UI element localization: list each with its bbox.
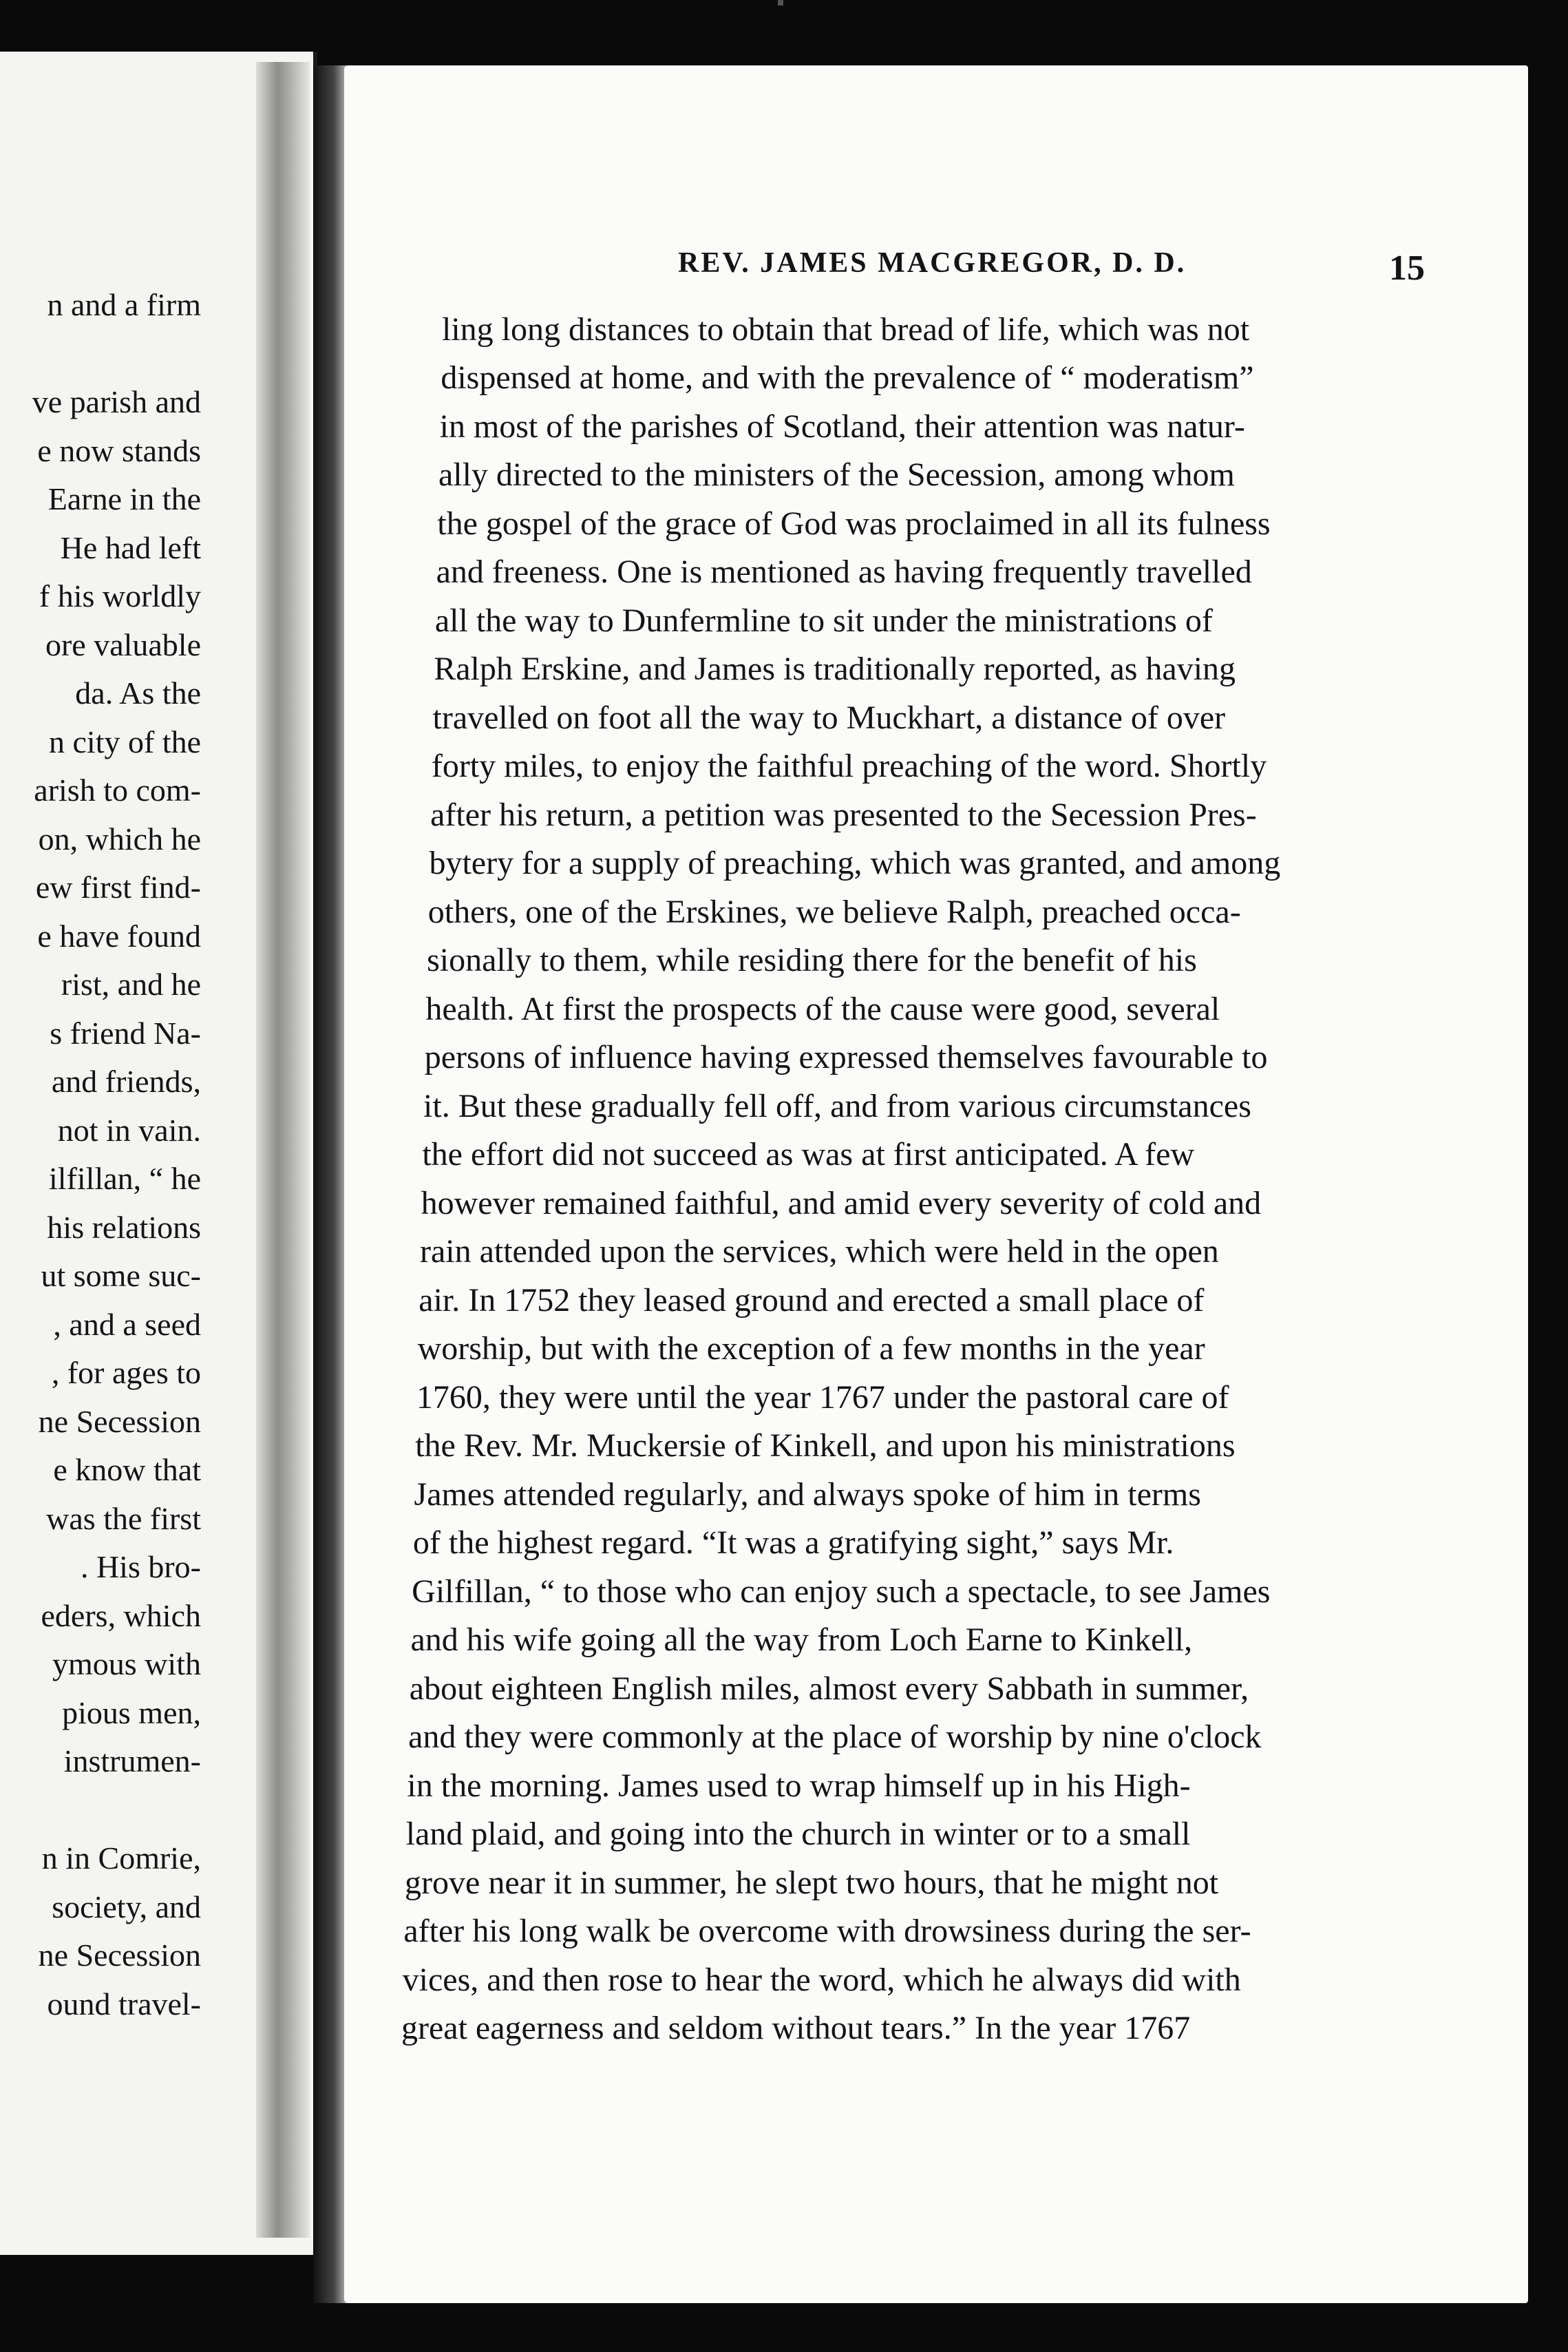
body-line: about eighteen English miles, almost every Sabbath in summer, — [409, 1670, 1249, 1707]
body-line: health. At first the prospects of the cause were good, several — [425, 990, 1220, 1027]
book-gutter — [256, 62, 310, 2238]
left-page-line: on, which he — [38, 821, 201, 857]
body-line: it. But these gradually fell off, and from various circumstances — [423, 1087, 1251, 1124]
body-line: in most of the parishes of Scotland, their attention was natur- — [439, 408, 1245, 445]
left-page-line: ore valuable — [45, 627, 201, 662]
left-page-line: society, and — [52, 1889, 201, 1924]
body-line: rain attended upon the services, which were held in the open — [419, 1233, 1219, 1270]
left-page-line: . His bro- — [80, 1549, 201, 1584]
body-line: in the morning. James used to wrap himself up in his High- — [407, 1767, 1191, 1804]
body-line: land plaid, and going into the church in winter or to a small — [405, 1816, 1191, 1853]
left-page-line: ilfillan, “ he — [49, 1161, 201, 1196]
left-page-line: e know that — [53, 1452, 201, 1487]
left-page-line: n in Comrie, — [41, 1840, 201, 1876]
body-line: bytery for a supply of preaching, which was granted, and among — [429, 845, 1281, 882]
body-line: all the way to Dunfermline to sit under the ministrations of — [434, 602, 1213, 639]
body-line: James attended regularly, and always spoke of him in terms — [414, 1476, 1201, 1513]
left-page-line: n and a firm — [47, 287, 201, 322]
body-line: great eagerness and seldom without tears.” In the year 1767 — [401, 2010, 1191, 2046]
left-page-line: not in vain. — [57, 1112, 201, 1148]
body-line: after his long walk be overcome with drowsiness during the ser- — [403, 1913, 1251, 1950]
left-page-line: pious men, — [62, 1694, 201, 1730]
body-line: ling long distances to obtain that bread of life, which was not — [442, 311, 1250, 348]
body-line: and they were commonly at the place of worship by nine o'clock — [408, 1719, 1262, 1756]
left-page-line: e now stands — [37, 432, 201, 468]
body-line: Ralph Erskine, and James is traditionally reported, as having — [434, 651, 1236, 688]
body-line: vices, and then rose to hear the word, which he always did with — [402, 1961, 1241, 1998]
body-line: of the highest regard. “It was a gratifying sight,” says Mr. — [412, 1524, 1174, 1562]
left-page-line: instrumen- — [63, 1743, 201, 1778]
left-page-line: ve parish and — [32, 384, 201, 419]
left-page-line: , for ages to — [51, 1355, 201, 1390]
left-page-line: e have found — [37, 918, 201, 954]
body-line: 1760, they were until the year 1767 under the pastoral care of — [416, 1378, 1229, 1416]
body-line: Gilfillan, “ to those who can enjoy such a spectacle, to see James — [412, 1573, 1271, 1610]
left-page-line: Earne in the — [47, 481, 201, 516]
left-page-line: f his worldly — [39, 578, 201, 613]
body-line: and his wife going all the way from Loch Earne to Kinkell, — [410, 1621, 1193, 1659]
page-number: 15 — [1389, 249, 1425, 288]
body-line: worship, but with the exception of a few months in the year — [417, 1330, 1205, 1367]
left-page-line: n city of the — [49, 724, 201, 759]
body-line: others, one of the Erskines, we believe Ralph, preached occa- — [427, 893, 1241, 930]
left-page-line: ut some suc- — [41, 1258, 201, 1293]
left-page-line: ound travel- — [47, 1986, 201, 2022]
body-line: forty miles, to enjoy the faithful preaching of the word. Shortly — [431, 748, 1267, 785]
left-page-line: arish to com- — [34, 773, 201, 808]
left-page-line: da. As the — [75, 675, 201, 711]
left-page-line: He had left — [60, 529, 201, 565]
left-page-line: s friend Na- — [50, 1015, 201, 1051]
left-page-line: rist, and he — [61, 967, 201, 1002]
left-page-line: ew first find- — [35, 870, 201, 905]
body-line: grove near it in summer, he slept two hours, that he might not — [405, 1864, 1219, 1901]
scan-speck — [778, 0, 783, 6]
left-page-line: eders, which — [41, 1597, 201, 1633]
body-line: ally directed to the ministers of the Secession, among whom — [438, 456, 1235, 494]
left-page-line: ymous with — [52, 1646, 201, 1681]
body-line: however remained faithful, and amid every severity of cold and — [421, 1184, 1262, 1221]
left-page-line: his relations — [47, 1209, 201, 1245]
left-page-line: was the first — [46, 1500, 201, 1536]
left-page-line: , and a seed — [53, 1306, 201, 1342]
left-page-line: and friends, — [51, 1064, 201, 1099]
body-line: the gospel of the grace of God was proclaimed in all its fulness — [437, 505, 1271, 542]
body-line: dispensed at home, and with the prevalence of “ moderatism” — [441, 359, 1254, 397]
running-head: REV. JAMES MACGREGOR, D. D. — [678, 247, 1187, 279]
left-page-line: ne Secession — [38, 1938, 201, 1973]
body-line: persons of influence having expressed themselves favourable to — [424, 1039, 1268, 1076]
page-edge-shadow — [313, 65, 348, 2303]
body-line: air. In 1752 they leased ground and erected a small place of — [419, 1281, 1205, 1319]
body-line: and freeness. One is mentioned as having frequently travelled — [436, 554, 1252, 591]
body-line: the effort did not succeed as was at first anticipated. A few — [422, 1136, 1195, 1173]
body-line: travelled on foot all the way to Muckhart, a distance of over — [432, 699, 1226, 736]
body-line: the Rev. Mr. Muckersie of Kinkell, and upon his ministrations — [415, 1427, 1236, 1464]
body-line: sionally to them, while residing there for the benefit of his — [427, 942, 1197, 979]
body-line: after his return, a petition was presented to the Secession Pres- — [430, 796, 1257, 833]
left-page-line: ne Secession — [38, 1403, 201, 1439]
